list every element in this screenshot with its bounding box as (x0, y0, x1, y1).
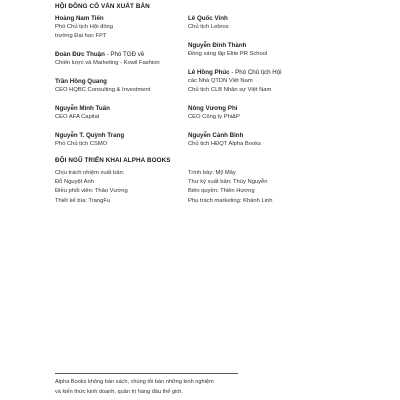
member-role: Phó Chủ tịch CSMO (55, 141, 108, 148)
member-name: Đoàn Đức Thuận - Phó TGĐ về (55, 51, 145, 59)
board-member (188, 41, 328, 59)
member-role: CEO Công ty Phi&P (188, 114, 240, 121)
board-member (55, 14, 195, 42)
board-member (188, 14, 328, 32)
member-name: Lê Hồng Phúc - Phó Chủ tịch Hội (188, 68, 282, 76)
member-role: Chủ tịch CLB Nhân sự Việt Nam (188, 87, 272, 94)
team-left-column (55, 169, 128, 206)
member-role: CEO AFA Capital (55, 114, 100, 121)
footnote (55, 378, 295, 397)
member-name: Nông Vương Phi (188, 104, 238, 112)
member-role: Chủ tịch HĐQT Alpha Books (188, 141, 262, 148)
board-member (188, 104, 328, 122)
team-heading: ĐỘI NGŨ TRIỂN KHAI ALPHA BOOKS (55, 157, 171, 164)
team-line: Biên quyền: Thiên Hương (188, 188, 255, 195)
member-name: Nguyễn Đình Thành (188, 41, 247, 49)
member-role: các Nhà QTDN Việt Nam (188, 78, 253, 85)
footnote-divider (55, 373, 238, 374)
member-role: Chiến lược và Marketing - Kowil Fashion (55, 60, 160, 67)
member-name: Hoàng Nam Tiến (55, 15, 104, 22)
member-name: Nguyễn T. Quỳnh Trang (55, 131, 125, 139)
team-right-column (188, 169, 272, 206)
board-member (55, 77, 195, 95)
member-role: Phó Chủ tịch Hội đồng (55, 24, 114, 31)
member-role: Chủ tịch Lebros (188, 24, 229, 31)
member-name: Nguyễn Cảnh Bình (188, 131, 244, 139)
member-role: Đồng sáng lập Elite PR School (188, 51, 268, 58)
team-line: Đỗ Nguyệt Anh (55, 179, 94, 186)
team-line: Trình bày: Mỹ Mây (188, 170, 236, 176)
team-line: Thư ký xuất bản: Thùy Nguyễn (188, 179, 268, 186)
board-member (55, 131, 195, 149)
footnote-line: và kiến thức kinh doanh, quản trị hàng đầu thế giới. (55, 388, 183, 395)
team-line: Điều phối viên: Thảo Vương (55, 188, 128, 195)
board-member (188, 131, 328, 149)
member-name: Nguyễn Minh Tuấn (55, 104, 110, 112)
member-role: CEO HQBC Consulting & Investment (55, 87, 151, 94)
member-name: Lê Quốc Vinh (188, 15, 228, 22)
advisory-board-heading: HỘI ĐỒNG CỐ VẤN XUẤT BẢN (55, 3, 150, 10)
board-member (188, 68, 328, 96)
member-role: trường Đại học FPT (55, 33, 107, 40)
member-name: Trần Hồng Quang (55, 78, 107, 86)
team-line: Thiết kế bìa: TrangFu (55, 197, 111, 204)
board-member (55, 104, 195, 122)
advisory-board-left-column (55, 14, 195, 158)
advisory-board-right-column (188, 14, 328, 158)
footnote-line: Alpha Books không bán sách, chúng tôi bán những kinh nghiệm (55, 379, 214, 385)
team-line: Chịu trách nhiệm xuất bản: (55, 170, 125, 176)
team-line: Phụ trách marketing: Khánh Linh (188, 197, 273, 204)
board-member (55, 50, 195, 68)
